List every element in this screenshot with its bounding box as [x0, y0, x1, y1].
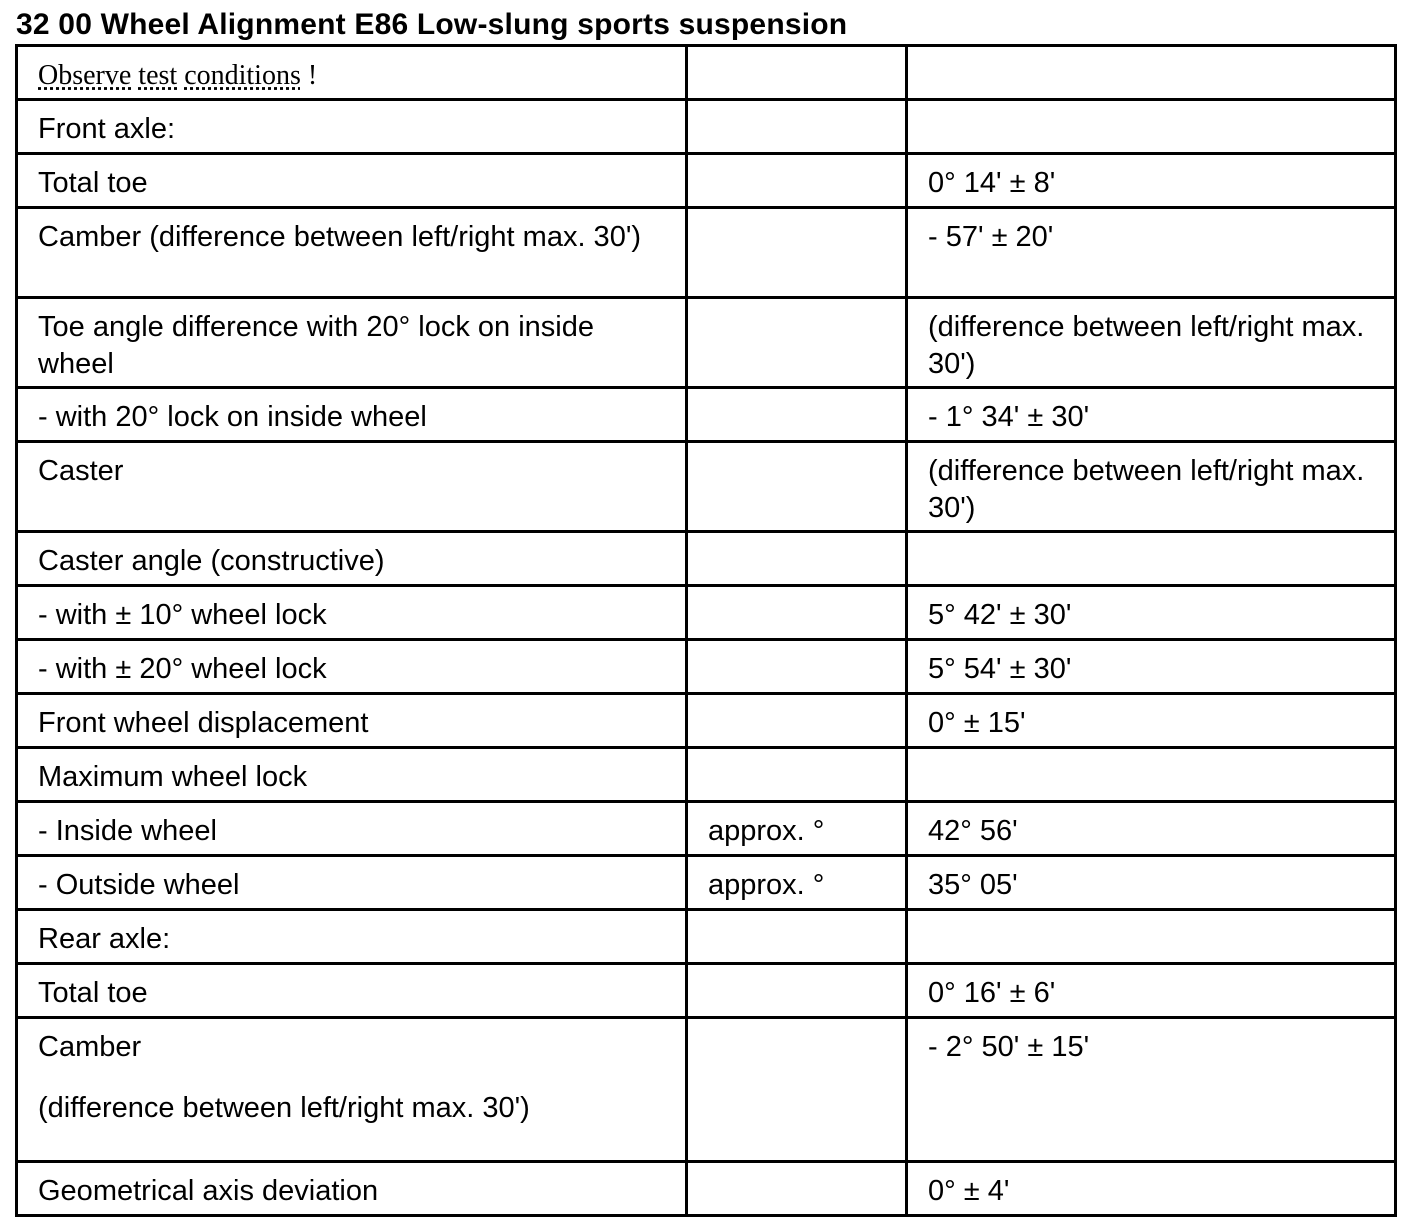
parameter-label: Caster angle (constructive)	[17, 532, 687, 586]
table-row	[17, 1018, 1396, 1162]
parameter-label: Maximum wheel lock	[17, 748, 687, 802]
unit-cell	[687, 910, 907, 964]
table-row	[17, 532, 1396, 586]
unit-cell	[687, 208, 907, 298]
parameter-label: - with ± 10° wheel lock	[17, 586, 687, 640]
value-cell	[907, 46, 1396, 100]
value-cell: 0° ± 15'	[907, 694, 1396, 748]
table-row	[17, 964, 1396, 1018]
table-row	[17, 748, 1396, 802]
unit-cell	[687, 442, 907, 532]
value-cell: (difference between left/right max. 30')	[907, 442, 1396, 532]
value-cell: 35° 05'	[907, 856, 1396, 910]
document-title: 32 00 Wheel Alignment E86 Low-slung sports suspension	[16, 8, 848, 41]
unit-cell	[687, 100, 907, 154]
table-row	[17, 856, 1396, 910]
unit-cell	[687, 964, 907, 1018]
test-conditions-note: Observe test conditions !	[17, 46, 687, 100]
table-row	[17, 694, 1396, 748]
camber-sublabel: (difference between left/right max. 30')	[38, 1092, 530, 1124]
value-cell: 5° 42' ± 30'	[907, 586, 1396, 640]
table-row-note	[17, 46, 1396, 100]
unit-cell	[687, 46, 907, 100]
table-row	[17, 802, 1396, 856]
table-row	[17, 640, 1396, 694]
unit-cell	[687, 1162, 907, 1216]
table-row	[17, 298, 1396, 388]
unit-cell	[687, 748, 907, 802]
camber-label: Camber	[38, 1031, 142, 1063]
unit-cell: approx. °	[687, 856, 907, 910]
value-cell	[907, 532, 1396, 586]
table-row	[17, 388, 1396, 442]
parameter-label: Total toe	[17, 154, 687, 208]
unit-cell	[687, 640, 907, 694]
parameter-label: Camber (difference between left/right max. 30')	[17, 208, 687, 298]
parameter-label: Front axle:	[17, 100, 687, 154]
table-row	[17, 586, 1396, 640]
parameter-label: Geometrical axis deviation	[17, 1162, 687, 1216]
table-row	[17, 1162, 1396, 1216]
value-cell: 42° 56'	[907, 802, 1396, 856]
unit-cell	[687, 388, 907, 442]
unit-cell: approx. °	[687, 802, 907, 856]
parameter-label: Rear axle:	[17, 910, 687, 964]
table-row	[17, 910, 1396, 964]
value-cell	[907, 100, 1396, 154]
table-row	[17, 208, 1396, 298]
value-cell: 0° 16' ± 6'	[907, 964, 1396, 1018]
parameter-label: Front wheel displacement	[17, 694, 687, 748]
value-cell: - 2° 50' ± 15'	[907, 1018, 1396, 1162]
value-cell: 0° ± 4'	[907, 1162, 1396, 1216]
unit-cell	[687, 298, 907, 388]
table-row	[17, 100, 1396, 154]
table-row	[17, 154, 1396, 208]
parameter-label: - Inside wheel	[17, 802, 687, 856]
parameter-label: Caster	[17, 442, 687, 532]
unit-cell	[687, 1018, 907, 1162]
unit-cell	[687, 154, 907, 208]
table-row	[17, 442, 1396, 532]
value-cell: 0° 14' ± 8'	[907, 154, 1396, 208]
value-cell	[907, 748, 1396, 802]
value-cell: - 57' ± 20'	[907, 208, 1396, 298]
unit-cell	[687, 586, 907, 640]
wheel-alignment-table	[15, 44, 1397, 1217]
parameter-label: - with 20° lock on inside wheel	[17, 388, 687, 442]
parameter-label: Toe angle difference with 20° lock on inside wheel	[17, 298, 687, 388]
unit-cell	[687, 532, 907, 586]
value-cell	[907, 910, 1396, 964]
parameter-label: - with ± 20° wheel lock	[17, 640, 687, 694]
parameter-label: Total toe	[17, 964, 687, 1018]
value-cell: (difference between left/right max. 30')	[907, 298, 1396, 388]
value-cell: - 1° 34' ± 30'	[907, 388, 1396, 442]
unit-cell	[687, 694, 907, 748]
parameter-label: - Outside wheel	[17, 856, 687, 910]
value-cell: 5° 54' ± 30'	[907, 640, 1396, 694]
parameter-label	[17, 1018, 687, 1162]
